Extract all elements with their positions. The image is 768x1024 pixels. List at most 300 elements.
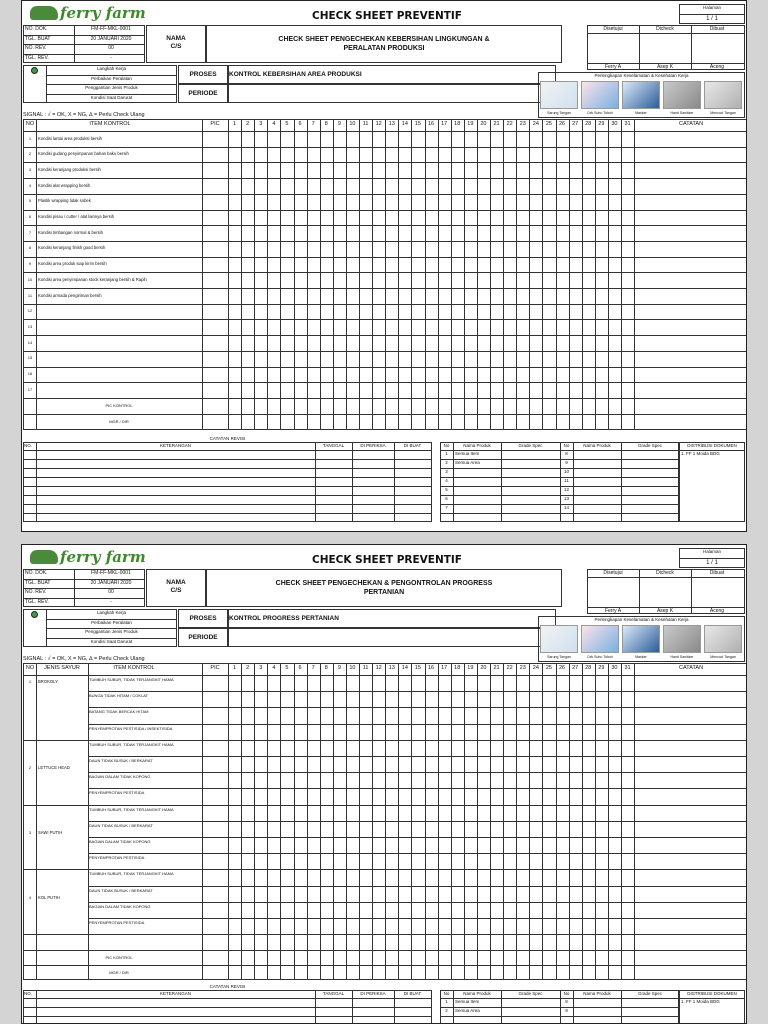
day-number: 4 xyxy=(272,121,276,127)
produk-header: Grade Spec xyxy=(637,442,662,448)
grid-line xyxy=(394,442,395,522)
legend-item: Kondisi Saat Darurat xyxy=(90,94,133,100)
grid-line xyxy=(346,119,347,430)
ppe-label: Cek Suhu Tubuh xyxy=(586,111,614,115)
distribusi-value: 1. FF 1 Moida BDG xyxy=(681,450,720,456)
logo-car-icon xyxy=(30,550,58,564)
grid-line xyxy=(425,119,426,430)
no-header: NO xyxy=(25,665,35,671)
revisi-header: DI BUAT xyxy=(403,991,422,997)
day-number: 24 xyxy=(532,665,539,671)
produk-no: 9 xyxy=(565,459,568,465)
grid-line xyxy=(634,119,635,430)
doc-info-label: NO. DOK. xyxy=(25,570,48,576)
day-number: 19 xyxy=(467,665,474,671)
produk-header: Grade Spec xyxy=(637,991,662,997)
grid-line xyxy=(542,119,543,430)
grid-line xyxy=(36,119,37,430)
approval-name: Asep K xyxy=(656,64,674,70)
day-number: 17 xyxy=(441,665,448,671)
row-number: 14 xyxy=(27,339,33,345)
kontrol-item: TUMBUH SUBUR, TIDAK TERJANGKIT HAMA xyxy=(89,806,174,812)
produk-no: 13 xyxy=(563,495,569,501)
approval-role: Dibuat xyxy=(709,570,725,576)
grid-line xyxy=(516,119,517,430)
proses-value: KONTROL PROGRESS PERTANIAN xyxy=(229,615,339,622)
day-number: 5 xyxy=(285,121,289,127)
grid-line xyxy=(202,119,203,430)
grid-line xyxy=(23,805,747,806)
grid-line xyxy=(23,367,747,368)
grid-line xyxy=(23,998,432,999)
grid-line xyxy=(241,119,242,430)
kontrol-item: Kondisi gudang penyimpanan bahan baku bersih xyxy=(38,151,129,157)
grid-line xyxy=(294,119,295,430)
grid-line xyxy=(23,513,432,514)
revisi-header: TANGGAL xyxy=(322,442,345,448)
grid-line xyxy=(352,442,353,522)
halaman-value: 1 / 1 xyxy=(706,16,718,22)
doc-info-value: - xyxy=(110,54,112,61)
grid-line xyxy=(320,119,321,430)
grid-line xyxy=(267,119,268,430)
approval-role: Disetujui xyxy=(603,26,623,32)
signal-legend: SIGNAL : √ = OK, X = NG, ∆ = Perlu Check Ulang xyxy=(23,656,145,662)
pic-header: PIC xyxy=(210,121,220,127)
day-number: 2 xyxy=(246,665,250,671)
row-number: 8 xyxy=(28,245,32,251)
periode-value-box xyxy=(228,628,556,647)
day-number: 26 xyxy=(558,121,566,127)
grid-line xyxy=(23,319,747,320)
doc-info-label: TGL. BUAT xyxy=(25,579,51,586)
kontrol-item: BATANG TIDAK BERCAK HITAM xyxy=(89,709,149,715)
row-number: 5 xyxy=(28,198,32,204)
day-number: 12 xyxy=(375,121,382,127)
grid-line xyxy=(440,486,679,487)
produk-no: 10 xyxy=(563,468,569,474)
day-number: 11 xyxy=(362,665,369,671)
doc-info-label: TGL. REV. xyxy=(25,598,49,605)
revisi-header: NO. xyxy=(24,991,33,997)
grid-line xyxy=(88,788,746,789)
day-number: 26 xyxy=(558,665,566,671)
kontrol-item: BAGIAN DALAM TIDAK KOPONG xyxy=(89,903,151,909)
day-number: 21 xyxy=(493,665,500,671)
day-number: 14 xyxy=(401,665,408,671)
hand-washing-icon xyxy=(704,81,742,109)
day-number: 10 xyxy=(349,121,356,127)
periode-label: PERIODE xyxy=(188,634,218,641)
grid-line xyxy=(451,119,452,430)
distribusi-title: DISTRIBUSI DOKUMEN xyxy=(687,442,737,448)
grid-line xyxy=(280,119,281,430)
day-number: 17 xyxy=(441,121,448,127)
doc-info-value: FM-FF-MKL-0001 xyxy=(91,570,131,576)
produk-no: 11 xyxy=(564,477,569,483)
jenis-sayur: BROKOLY xyxy=(38,679,58,684)
doc-info-label: NO. REV. xyxy=(25,589,47,595)
langkah-kerja-dot-icon xyxy=(31,67,38,74)
approval-role: Dicheck xyxy=(656,26,674,32)
day-number: 7 xyxy=(311,121,315,127)
grid-line xyxy=(23,1016,432,1017)
revisi-header: TANGGAL xyxy=(322,991,345,997)
grid-line xyxy=(23,241,747,242)
logo-text: ferry farm xyxy=(60,4,146,22)
halaman-value: 1 / 1 xyxy=(706,560,718,566)
sheet-title: CHECK SHEET PREVENTIF xyxy=(312,10,462,22)
grid-line xyxy=(23,468,432,469)
day-number: 25 xyxy=(545,121,552,127)
revisi-header: DI PERIKSA xyxy=(360,991,386,997)
jenis-sayur: LETTUCE HEAD xyxy=(38,765,70,771)
legend-item: Penggantian Jenis Produk xyxy=(85,629,138,634)
produk-nama: Semua Item xyxy=(455,450,480,456)
ppe-title: Perlengkapan Keselamatan & Kesehatan Kerja xyxy=(594,617,689,622)
produk-no: 5 xyxy=(445,486,448,492)
kontrol-item: Kondisi pisau / cutter / alat lainnya bersih xyxy=(38,214,115,219)
grid-line xyxy=(372,119,373,430)
kontrol-item: DAUN TIDAK BUSUK / BERKARAT xyxy=(89,758,153,763)
row-number: 1 xyxy=(28,679,32,684)
grid-line xyxy=(88,886,746,887)
day-number: 31 xyxy=(624,121,631,127)
row-number: 2 xyxy=(28,765,32,771)
produk-header: Nama Produk xyxy=(583,991,611,997)
grid-line xyxy=(23,1007,432,1008)
hand-sanitizer-icon xyxy=(663,81,701,109)
grid-line xyxy=(503,119,504,430)
grid-line xyxy=(385,119,386,430)
item-header: ITEM KONTROL xyxy=(89,121,131,127)
distribusi-title: DISTRIBUSI DOKUMEN xyxy=(687,991,737,997)
grid-line xyxy=(440,513,679,514)
day-number: 9 xyxy=(337,665,341,671)
day-number: 6 xyxy=(298,665,302,671)
grid-line xyxy=(23,351,747,352)
jenis-sayur: SAWI PUTIH xyxy=(38,829,63,835)
row-number: 16 xyxy=(27,371,33,376)
gloves-icon xyxy=(540,81,578,109)
kontrol-item: DAUN TIDAK BUSUK / BERKARAT xyxy=(89,822,153,828)
grid-line xyxy=(23,486,432,487)
ppe-label: Cek Suhu Tubuh xyxy=(586,655,614,659)
row-number: 11 xyxy=(27,292,33,298)
day-number: 3 xyxy=(259,121,263,127)
grid-line xyxy=(582,119,583,430)
day-number: 3 xyxy=(259,665,263,671)
no-header: NO xyxy=(25,121,35,127)
day-number: 15 xyxy=(414,665,421,671)
footer-label: MGR / DIR xyxy=(109,418,129,424)
grid-line xyxy=(23,257,747,258)
grid-line xyxy=(359,119,360,430)
grid-line xyxy=(88,756,746,757)
legend-item: Penggantian Jenis Produk xyxy=(85,85,138,90)
day-number: 11 xyxy=(362,121,369,127)
day-number: 6 xyxy=(298,121,302,127)
revisi-header: KETERANGAN xyxy=(159,991,191,997)
grid-line xyxy=(23,740,747,741)
day-number: 16 xyxy=(427,121,435,127)
ppe-title: Perlengkapan Keselamatan & Kesehatan Kerja xyxy=(594,73,689,78)
day-number: 13 xyxy=(388,665,395,671)
grid-line xyxy=(88,853,746,854)
grid-line xyxy=(679,14,745,15)
day-number: 19 xyxy=(467,121,474,127)
proses-label: PROSES xyxy=(189,615,217,622)
grid-line xyxy=(254,119,255,430)
day-number: 21 xyxy=(493,121,500,127)
row-number: 1 xyxy=(28,135,32,141)
day-number: 23 xyxy=(519,121,526,127)
approval-role: Dicheck xyxy=(656,570,674,576)
day-number: 13 xyxy=(388,121,395,127)
grid-line xyxy=(440,495,679,496)
proses-value: KONTROL KEBERSIHAN AREA PRODUKSI xyxy=(229,71,362,78)
grid-line xyxy=(23,210,747,211)
langkah-kerja-dot-icon xyxy=(31,611,38,618)
grid-line xyxy=(453,442,454,522)
grid-line xyxy=(23,934,747,935)
logo-car-icon xyxy=(30,6,58,20)
grid-line xyxy=(621,442,622,522)
day-number: 23 xyxy=(519,665,526,671)
doc-info-value: 00 xyxy=(108,45,114,51)
day-number: 9 xyxy=(337,121,341,127)
grid-line xyxy=(529,119,530,430)
produk-no: 8 xyxy=(565,450,568,456)
doc-info-label: TGL. REV. xyxy=(25,54,49,61)
kontrol-item: PENYEMPROTAN PESTISIDA xyxy=(89,855,145,861)
footer-label: MGR / DIR xyxy=(109,970,129,976)
check-sheet-kebersihan xyxy=(21,0,747,532)
grid-line xyxy=(23,869,747,870)
ppe-label: Masker xyxy=(635,111,647,115)
produk-header: Grade Spec xyxy=(518,442,543,448)
day-number: 27 xyxy=(572,121,579,127)
nama-value: CHECK SHEET PENGECHEKAN KEBERSIHAN LINGKUNGAN & PERALATAN PRODUKSI xyxy=(278,36,490,53)
catatan-header: CATATAN xyxy=(679,121,704,127)
day-number: 29 xyxy=(598,121,605,127)
kontrol-item: Kondisi keranjang finish good bersih xyxy=(38,245,106,251)
grid-line xyxy=(621,119,622,430)
legend-item: Langkah Kerja xyxy=(96,66,127,71)
grid-line xyxy=(573,442,574,522)
grid-line xyxy=(315,442,316,522)
hand-sanitizer-icon xyxy=(663,625,701,653)
doc-info-label: TGL. BUAT xyxy=(25,35,51,42)
grid-line xyxy=(23,304,747,305)
produk-no: 2 xyxy=(445,1008,448,1014)
grid-line xyxy=(438,119,439,430)
ppe-label: Mencuci Tangan xyxy=(710,655,736,659)
kontrol-item: TUMBUH SUBUR, TIDAK TERJANGKIT HAMA xyxy=(89,677,174,682)
grid-line xyxy=(88,707,746,708)
grid-line xyxy=(23,194,747,195)
day-number: 18 xyxy=(454,121,461,127)
row-number: 9 xyxy=(28,261,32,267)
produk-no: 2 xyxy=(445,459,448,465)
revisi-header: KETERANGAN xyxy=(159,442,191,448)
legend-item: Perbaikan Peralatan xyxy=(91,75,132,81)
produk-header: No xyxy=(443,442,450,448)
approval-name: Ferry A xyxy=(604,64,622,70)
ppe-label: Mencuci Tangan xyxy=(710,111,736,115)
produk-no: 14 xyxy=(563,504,569,510)
grid-line xyxy=(88,902,746,903)
produk-nama: Semua Area xyxy=(455,459,480,465)
produk-header: No xyxy=(563,442,570,448)
kontrol-item: Plastik wrapping tidak sobek xyxy=(38,198,91,204)
grid-line xyxy=(23,965,747,966)
day-number: 22 xyxy=(506,121,513,127)
grid-line xyxy=(398,119,399,430)
grid-line xyxy=(23,272,747,273)
day-number: 7 xyxy=(311,665,315,671)
row-number: 15 xyxy=(27,355,33,361)
nama-label: NAMA C/S xyxy=(166,35,186,51)
produk-header: Nama Produk xyxy=(463,442,491,448)
grid-line xyxy=(477,119,478,430)
temperature-check-icon xyxy=(581,625,619,653)
grid-line xyxy=(74,25,75,63)
temperature-check-icon xyxy=(581,81,619,109)
day-number: 15 xyxy=(414,121,421,127)
produk-header: No xyxy=(563,991,570,997)
footer-label: PIC KONTROL xyxy=(105,955,133,961)
row-number: 3 xyxy=(28,166,32,172)
doc-info-label: NO. DOK. xyxy=(25,26,48,32)
day-number: 31 xyxy=(624,665,631,671)
mask-icon xyxy=(622,81,660,109)
jenis-header: JENIS SAYUR xyxy=(44,665,80,671)
kontrol-item: Kondisi keranjang produksi bersih xyxy=(38,166,101,172)
periode-label: PERIODE xyxy=(188,90,218,97)
revisi-header: NO. xyxy=(24,442,33,448)
day-number: 29 xyxy=(598,665,605,671)
halaman-label: Halaman xyxy=(702,5,721,10)
mask-icon xyxy=(622,625,660,653)
kontrol-item: PENYEMPROTAN PESTISIDA xyxy=(89,790,145,796)
revisi-header: DI PERIKSA xyxy=(360,442,386,448)
day-number: 12 xyxy=(375,665,382,671)
row-number: 2 xyxy=(28,151,32,157)
produk-no: 3 xyxy=(445,468,448,474)
grid-line xyxy=(440,504,679,505)
doc-info-value: 00 xyxy=(108,589,114,595)
day-number: 20 xyxy=(480,665,487,671)
grid-line xyxy=(23,450,432,451)
day-number: 30 xyxy=(611,665,618,671)
revisi-title: CATATAN REVISI xyxy=(209,984,246,990)
grid-line xyxy=(74,569,75,607)
grid-line xyxy=(440,477,679,478)
kontrol-item: Kondisi timbangan normal & bersih xyxy=(38,229,103,235)
grid-line xyxy=(569,119,570,430)
day-number: 30 xyxy=(611,121,618,127)
grid-line xyxy=(23,477,432,478)
signal-legend: SIGNAL : √ = OK, X = NG, ∆ = Perlu Check Ulang xyxy=(23,112,145,118)
ppe-label: Hand Sanitizer xyxy=(670,655,694,659)
grid-line xyxy=(88,724,746,725)
row-number: 13 xyxy=(27,323,33,329)
day-number: 1 xyxy=(233,665,237,671)
produk-header: Grade Spec xyxy=(518,991,543,997)
produk-no: 9 xyxy=(565,1008,568,1014)
grid-line xyxy=(490,119,491,430)
proses-label: PROSES xyxy=(189,71,217,78)
grid-line xyxy=(228,119,229,430)
kontrol-item: PENYEMPROTAN PESTISIDA / INSEKTISIDA xyxy=(89,725,173,731)
row-number: 4 xyxy=(28,182,32,188)
day-number: 1 xyxy=(233,121,237,127)
grid-line xyxy=(595,119,596,430)
day-number: 28 xyxy=(585,665,592,671)
grid-line xyxy=(23,398,747,399)
kontrol-item: BAGIAN DALAM TIDAK KOPONG xyxy=(89,774,151,780)
day-number: 14 xyxy=(401,121,408,127)
ppe-label: Hand Sanitizer xyxy=(670,111,694,115)
kontrol-item: Kondisi area produk siap kirim bersih xyxy=(38,261,107,267)
halaman-label: Halaman xyxy=(702,549,721,554)
day-number: 28 xyxy=(585,121,592,127)
row-number: 6 xyxy=(28,214,32,219)
kontrol-item: PENYEMPROTAN PESTISIDA xyxy=(89,920,145,925)
check-sheet-pertanian xyxy=(21,544,747,1024)
grid-line xyxy=(608,119,609,430)
revisi-table xyxy=(23,442,432,522)
doc-info-value: FM-FF-MKL-0001 xyxy=(91,26,131,32)
produk-header: Nama Produk xyxy=(583,442,611,448)
row-number: 7 xyxy=(28,229,32,235)
grid-line xyxy=(556,119,557,430)
produk-no: 12 xyxy=(563,486,569,492)
kontrol-item: Kondisi alat wrapping bersih xyxy=(38,182,91,188)
grid-line xyxy=(88,918,746,919)
day-number: 24 xyxy=(532,121,539,127)
grid-line xyxy=(440,468,679,469)
row-number: 4 xyxy=(28,894,32,900)
grid-line xyxy=(587,33,745,34)
day-number: 18 xyxy=(454,665,461,671)
doc-info-value: 20 JANUARI 2020 xyxy=(90,579,132,586)
produk-no: 4 xyxy=(445,477,448,483)
distribusi-value: 1. FF 1 Moida BDG xyxy=(681,999,720,1005)
footer-label: PIC KONTROL xyxy=(105,402,133,408)
row-number: 3 xyxy=(28,829,32,835)
day-number: 22 xyxy=(506,665,513,671)
produk-nama: Semua Item xyxy=(455,999,480,1005)
grid-line xyxy=(411,119,412,430)
grid-line xyxy=(23,225,747,226)
grid-line xyxy=(440,1016,679,1017)
day-number: 25 xyxy=(545,665,552,671)
kontrol-item: Kondisi armada pengiriman bersih xyxy=(38,292,102,298)
nama-value: CHECK SHEET PENGECHEKAN & PENGONTROLAN PROGRESS PERTANIAN xyxy=(275,580,493,597)
grid-line xyxy=(23,495,432,496)
grid-line xyxy=(23,414,747,415)
grid-line xyxy=(23,178,747,179)
day-number: 8 xyxy=(324,121,328,127)
nama-label: NAMA C/S xyxy=(166,579,186,595)
grid-line xyxy=(88,837,746,838)
kontrol-item: BUNGA TIDAK HITAM / COKLAT xyxy=(89,693,149,699)
kontrol-item: TUMBUH SUBUR, TIDAK TERJANGKIT HAMA xyxy=(89,871,174,877)
legend-item: Perbaikan Peralatan xyxy=(91,619,132,625)
produk-no: 6 xyxy=(445,495,448,501)
